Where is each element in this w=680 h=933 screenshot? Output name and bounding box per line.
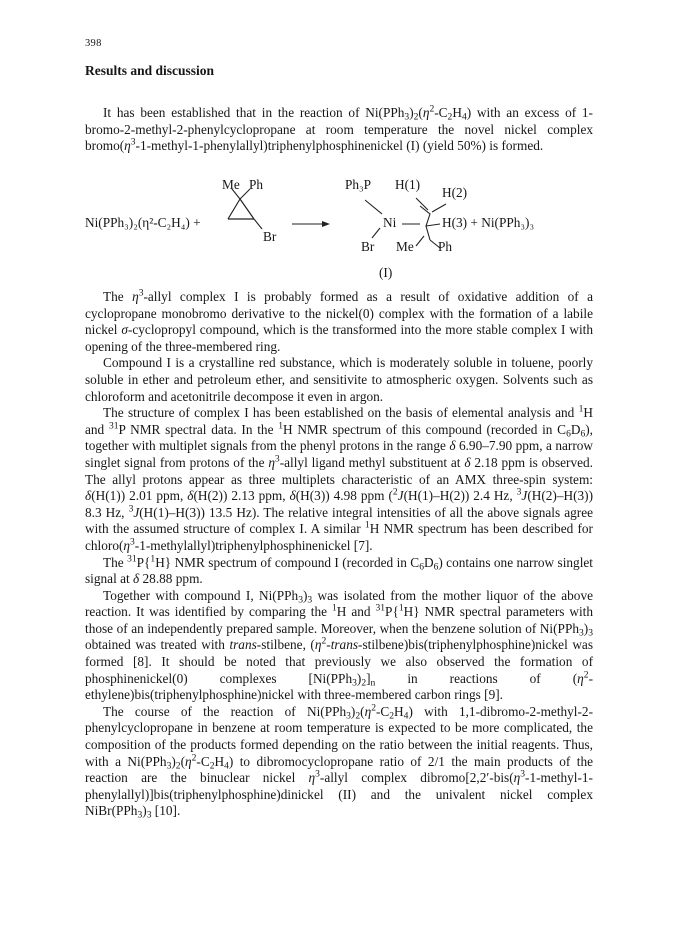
compound-label: (I): [379, 265, 393, 280]
product-methyl-label: Me: [396, 239, 414, 254]
discussion-body: [85, 289, 593, 820]
paragraph-3: Compound I is a crystalline red substance, which is moderately soluble in toluene, poorly soluble in ether and petroleum ether, and sensitivite to atmospheric oxygen. Solvents such as chloroform and acetonitrile decompose it even in argon.: [85, 355, 593, 404]
paragraph-5: The $^{31}$P{$^1$H} NMR spectrum of compound I (recorded in $C_6D_6$) contains one narrow singlet signal at δ 28.88 ppm.: [85, 553, 593, 587]
bromo-label: Br: [263, 229, 277, 244]
product-phenyl-label: Ph: [438, 239, 453, 254]
reactant-text: Ni(PPh₃)₂(η²-C₂H₄) +: [85, 215, 201, 230]
paragraph-2: The $\eta^3$-allyl complex I is probably formed as a result of oxidative addition of a cyclopropane monobromo derivative to the nickel(0) complex with the formation of a labile nickel σ-cyclopropyl compound, which is the transformed into the more stable complex I with opening of the three-membered ring.: [85, 287, 594, 354]
paragraph-6: Together with compound I, $Ni(PPh_3)_3$ was isolated from the mother liquor of the above reaction. It was identified by comparing the $^1$H and $^{31}$P{$^1$H} NMR spectral parameters with those of an independently prepared sample. Moreover, when the benzene solution of $Ni(PPh_3)_3$ obtained was treated with trans-stilbene, $(\eta^2-trans-stilbene)bis(triphenylphosphine)nickel$ was formed [8]. It should be noted that previously we also observed the formation of phosphinenickel(0) complexes $[Ni(PPh_3)_2]_n$ in reactions of $(\eta^2-ethylene)bis(triphenylphosphine)nickel$ with three-membered carbon rings [9].: [85, 587, 594, 703]
ph3p-label: Ph₃P: [345, 177, 372, 192]
phenyl-label: Ph: [249, 177, 264, 192]
nickel-label: Ni: [383, 215, 397, 230]
h1-label: H(1): [395, 177, 421, 192]
h2-label: H(2): [442, 185, 468, 200]
section-heading: Results and discussion: [85, 63, 215, 78]
paragraph-1: It has been established that in the reaction of $Ni(PPh_3)_2(\eta^2-C_2H_4)$ with an excess of 1-bromo-2-methyl-2-phenylcyclopropane at room temperature the novel nickel complex $bromo(\eta^3-1-methyl-1-phenylallyl)triphenylphosphinenickel$ (I) (yield 50%) is formed.: [85, 103, 593, 154]
product-bromo-label: Br: [361, 239, 375, 254]
paragraph-4: The structure of complex I has been established on the basis of elemental analysis and $^1$H and $^{31}$P NMR spectral data. In the $^1$H NMR spectrum of this compound (recorded in $C_6D_6$), together with multiplet signals from the phenyl protons in the range δ 6.90–7.90 ppm, a narrow singlet signal from protons of the $\eta^3$-allyl ligand methyl substituent at δ 2.18 ppm is observed. The allyl protons appear as three multiplets characteristic of an AMX three-spin system: δ(H(1)) 2.01 ppm, δ(H(2)) 2.13 ppm, δ(H(3)) 4.98 ppm ($^2$J(H(1)–H(2)) 2.4 Hz, $^3$J(H(2)–H(3)) 8.3 Hz, $^3$J(H(1)–H(3)) 13.5 Hz). The relative integral intensities of all the above signals agree with the assumed structure of complex I. A similar $^1$H NMR spectrum has been described for $chloro(\eta^3-1-methylallyl)triphenylphosphinenickel$ [7].: [85, 403, 594, 553]
scheme-bonds: [0, 0, 680, 290]
methyl-label: Me: [222, 177, 240, 192]
page-number: 398: [85, 38, 102, 49]
reaction-scheme: [0, 0, 680, 290]
h3-product-text: H(3) + Ni(PPh₃)₃: [442, 215, 535, 230]
paragraph-7: The course of the reaction of $Ni(PPh_3)_2(\eta^2-C_2H_4)$ with 1,1-dibromo-2-methyl-2-phenylcyclopropane in benzene at room temperature is expected to be more complicated, the composition of the products formed depending on the ratio between the initial reagents. Thus, with a $Ni(PPh_3)_2(\eta^2-C_2H_4)$ to dibromocyclopropane ratio of 2/1 the main products of the reaction are the binuclear nickel $\eta^3$-allyl complex $dibromo[2,2'-bis(\eta^3-1-methyl-1-phenylallyl)]bis(triphenylphosphine)dinickel$ (II) and the univalent nickel complex $NiBr(PPh_3)_3$ [10].: [85, 702, 594, 822]
